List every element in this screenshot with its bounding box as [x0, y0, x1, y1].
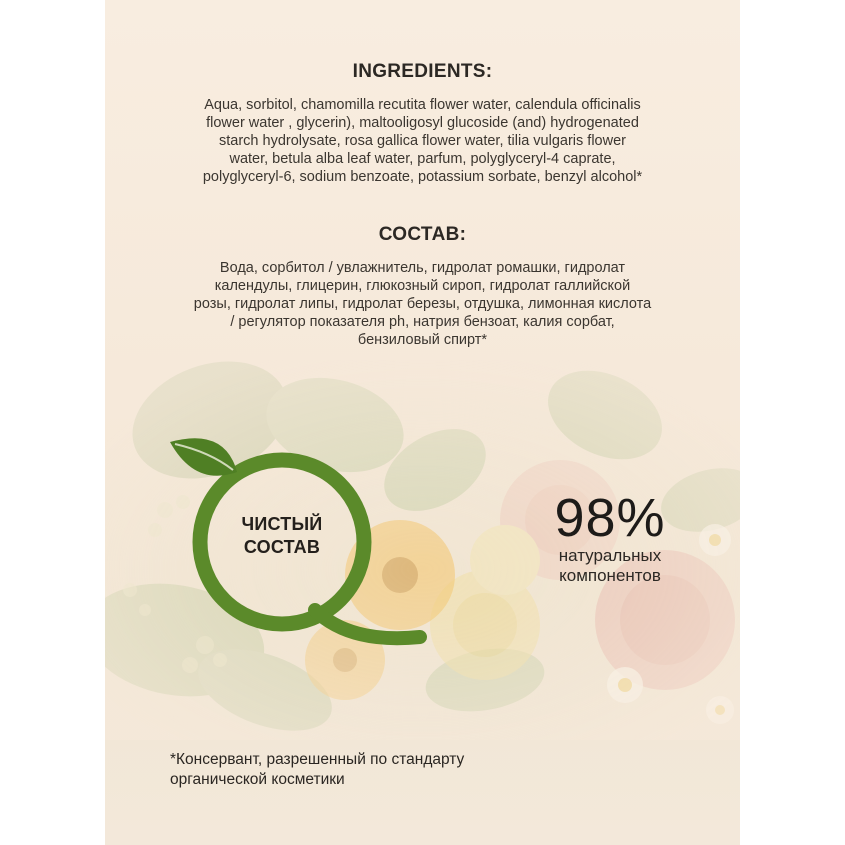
- sostav-text: [105, 259, 740, 349]
- sostav-heading: СОСТАВ:: [378, 224, 467, 245]
- sostav-line: розы, гидролат липы, гидролат березы, отдушка, лимонная кислота: [193, 296, 652, 312]
- ingredients-heading: INGREDIENTS:: [352, 61, 493, 82]
- ingredients-line: flower water , glycerin), maltooligosyl glucoside (and) hydrogenated: [206, 115, 639, 131]
- natural-components-stat: [525, 490, 695, 586]
- ingredients-line: water, betula alba leaf water, parfum, polyglyceryl-4 caprate,: [229, 151, 616, 167]
- stat-value: 98%: [554, 488, 666, 548]
- product-info-card: [105, 0, 740, 845]
- preservative-footnote: [170, 750, 630, 790]
- sostav-line: / регулятор показателя ph, натрия бензоат, калия сорбат,: [230, 314, 615, 330]
- clean-composition-badge: [227, 513, 337, 559]
- ingredients-line: starch hydrolysate, rosa gallica flower water, tilia vulgaris flower: [219, 133, 626, 149]
- sostav-line: Вода, сорбитол / увлажнитель, гидролат ромашки, гидролат: [219, 260, 626, 276]
- sostav-line: бензиловый спирт*: [357, 332, 488, 348]
- stat-label-line-1: натуральных: [558, 546, 662, 565]
- footnote-line-1: *Консервант, разрешенный по стандарту: [170, 751, 465, 768]
- footnote-line-2: органической косметики: [170, 771, 345, 788]
- ingredients-line: Aqua, sorbitol, chamomilla recutita flower water, calendula officinalis: [204, 97, 641, 113]
- stat-label-line-2: компонентов: [559, 566, 661, 585]
- sostav-line: календулы, глицерин, глюкозный сироп, гидролат галлийской: [214, 278, 631, 294]
- badge-line-1: ЧИСТЫЙ: [241, 514, 323, 534]
- ingredients-line: polyglyceryl-6, sodium benzoate, potassium sorbate, benzyl alcohol*: [202, 169, 643, 185]
- badge-line-2: СОСТАВ: [243, 537, 321, 557]
- ingredients-text: [105, 96, 740, 186]
